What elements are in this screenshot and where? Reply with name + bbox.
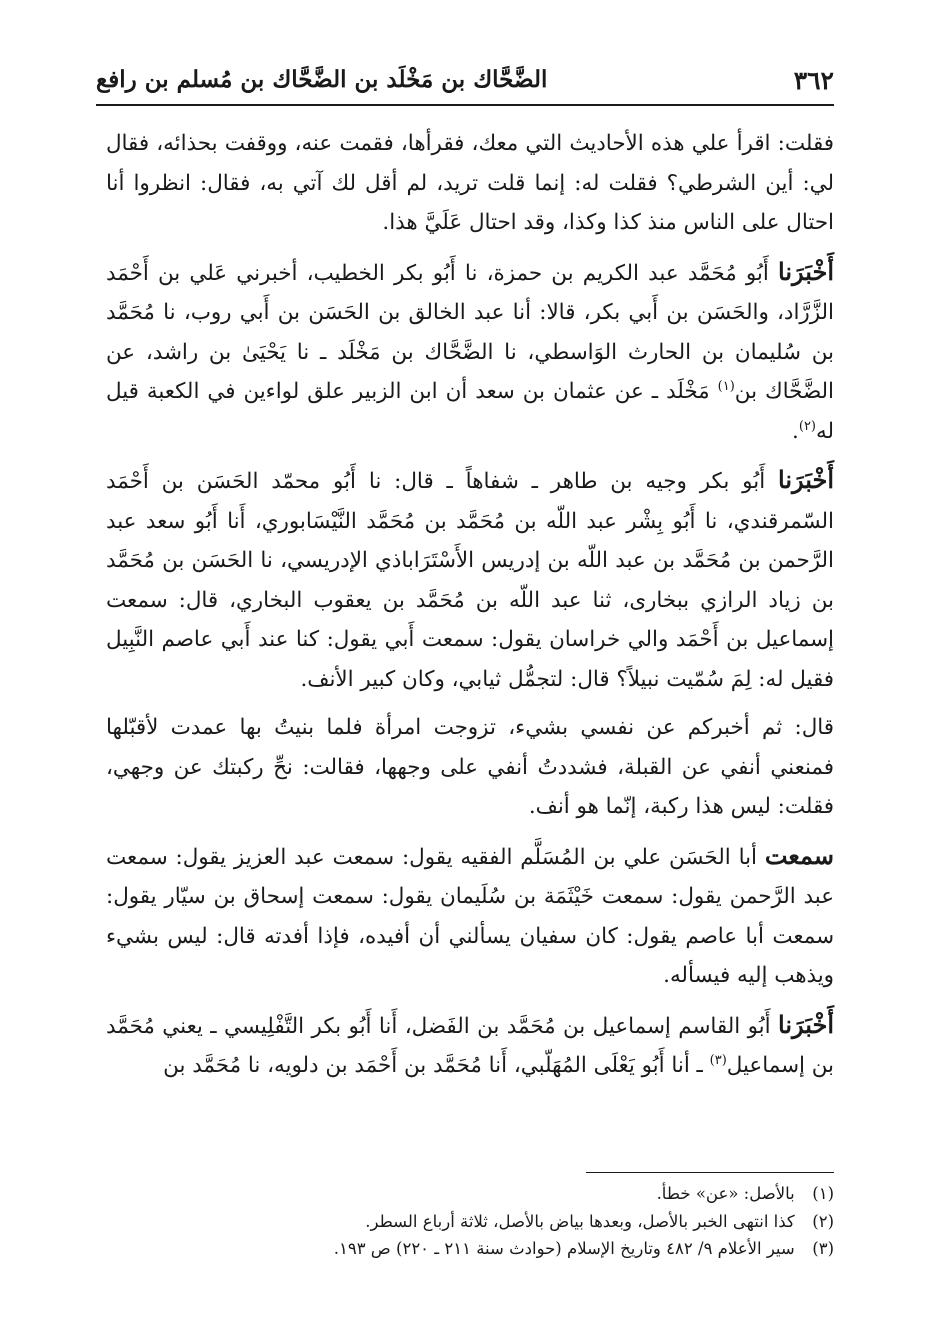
footnote-ref-2[interactable]: (٢) [798, 418, 816, 434]
header-rule [96, 104, 834, 106]
footnote-number: (١) [812, 1184, 834, 1203]
footnote-3 [106, 1235, 834, 1263]
paragraph-text: أبا الحَسَن علي بن المُسَلَّم الفقيه يقول: سمعت عبد العزيز يقول: سمعت عبد الرَّحمن يقول: سمعت خَيْثَمَة بن سُلَيمان يقول: سمعت إسحاق بن سيّار يقول: سمعت أبا عاصم يقول: كان سفيان يسألني أن أفيده، فإذا أفدته قال: ليس بشيء ويذهب إليه فيسأله. [106, 844, 834, 988]
paragraph-5 [106, 836, 834, 996]
paragraph-lead-word: أَخْبَرَنا [778, 465, 834, 494]
main-text [106, 124, 834, 1095]
footnote-text: سير الأعلام ٩/ ٤٨٢ وتاريخ الإسلام (حوادث سنة ٢١١ ـ ٢٢٠) ص ١٩٣. [333, 1239, 795, 1258]
paragraph-text-end: . [792, 418, 799, 444]
footnote-number: (٢) [812, 1211, 834, 1231]
page-header [96, 58, 834, 106]
paragraph-4 [106, 708, 834, 827]
paragraph-6 [106, 1005, 834, 1086]
paragraph-text: أَبُو بكر وجيه بن طاهر ـ شفاهاً ـ قال: نا أَبُو محمّد الحَسَن بن أَحْمَد السّمرقندي، نا أَبُو بِشْر عبد اللّه بن مُحَمَّد بن مُحَمَّد النَّيْسَابوري، أَنا أَبُو سعد عبد الرَّحمن بن مُحَمَّد بن عبد اللّه بن إدريس الأَسْتَرَاباذي الإدريسي، نا الحَسَن بن مُحَمَّد بن زياد الرازي ببخارى، ثنا عبد اللّه بن مُحَمَّد بن يعقوب البخاري، قال: سمعت إسماعيل بن أَحْمَد والي خراسان يقول: سمعت أَبي يقول: كنا عند أَبي عاصم النَّبِيل فقيل له: لِمَ سُمّيت نبيلاً؟ قال: لتجمُّل ثيابي، وكان كبير الأنف. [106, 469, 834, 692]
paragraph-text: قال: ثم أخبركم عن نفسي بشيء، تزوجت امرأة فلما بنيتُ بها عمدت لأقبّلها فمنعني أنفي عن القبلة، فشددتُ أنفي على وجهها، فقالت: نحِّ ركبتك عن وجهي، فقلت: ليس هذا ركبة، إنّما هو أنف. [106, 715, 834, 819]
footnote-text: بالأصل: «عن» خطأ. [656, 1184, 795, 1203]
footnote-rule [586, 1172, 834, 1173]
paragraph-lead-word: أَخْبَرَنا [778, 256, 834, 286]
paragraph-text-cont: مَخْلَد ـ عن عثمان بن سعد أن ابن الزبير علق لواءين في الكعبة قيل له [106, 379, 834, 444]
footnotes [106, 1180, 834, 1263]
footnote-number: (٣) [812, 1239, 834, 1258]
footnote-ref-1[interactable]: (١) [717, 378, 735, 394]
paragraph-text: أَبُو مُحَمَّد عبد الكريم بن حمزة، نا أَبُو بكر الخطيب، أخبرني عَلي بن أَحْمَد الزَّرَّاد، والحَسَن بن أَبي بكر، قالا: أنا عبد الخالق بن الحَسَن بن أَبي روب، نا مُحَمَّد بن سُليمان بن الحارث الوَاسطي، نا الضَّحَّاك بن مَخْلَد ـ نا يَحْيَىٰ بن راشد، عن الضَّحَّاك بن [106, 260, 834, 404]
paragraph-1 [106, 124, 834, 243]
footnote-2 [106, 1208, 834, 1236]
paragraph-text: فقلت: اقرأ علي هذه الأحاديث التي معك، فقرأها، فقمت عنه، ووقفت بحذائه، فقال لي: أين الشرطي؟ فقلت له: إنما قلت تريد، لم أقل لك آتي به، فقال: انظروا أنا احتال على الناس منذ كذا وكذا، وقد احتال عَلَيَّ هذا. [106, 131, 834, 235]
footnote-ref-3[interactable]: (٣) [709, 1052, 727, 1068]
paragraph-text-cont: ـ أنا أَبُو يَعْلَى المُهَلّبي، أَنا مُحَمَّد بن أَحْمَد بن دلويه، نا مُحَمَّد بن [163, 1053, 710, 1078]
paragraph-lead-word: سمعت [764, 840, 834, 870]
footnote-text: كذا انتهى الخبر بالأصل، وبعدها بياض بالأصل، ثلاثة أرباع السطر. [365, 1211, 795, 1231]
running-title: الضَّحَّاك بن مَخْلَد بن الضَّحَّاك بن مُسلم بن رافع [96, 66, 548, 93]
paragraph-lead-word: أَخْبَرَنا [778, 1009, 834, 1039]
footnote-1 [106, 1180, 834, 1208]
page-number: ٣٦٢ [793, 66, 834, 95]
paragraph-2 [106, 252, 834, 452]
paragraph-text: أَبُو القاسم إسماعيل بن مُحَمَّد بن الفَضل، أَنا أَبُو بكر التَّفْلِيسي ـ يعني مُحَمَّد بن إسماعيل [106, 1013, 834, 1078]
paragraph-3 [106, 460, 834, 699]
